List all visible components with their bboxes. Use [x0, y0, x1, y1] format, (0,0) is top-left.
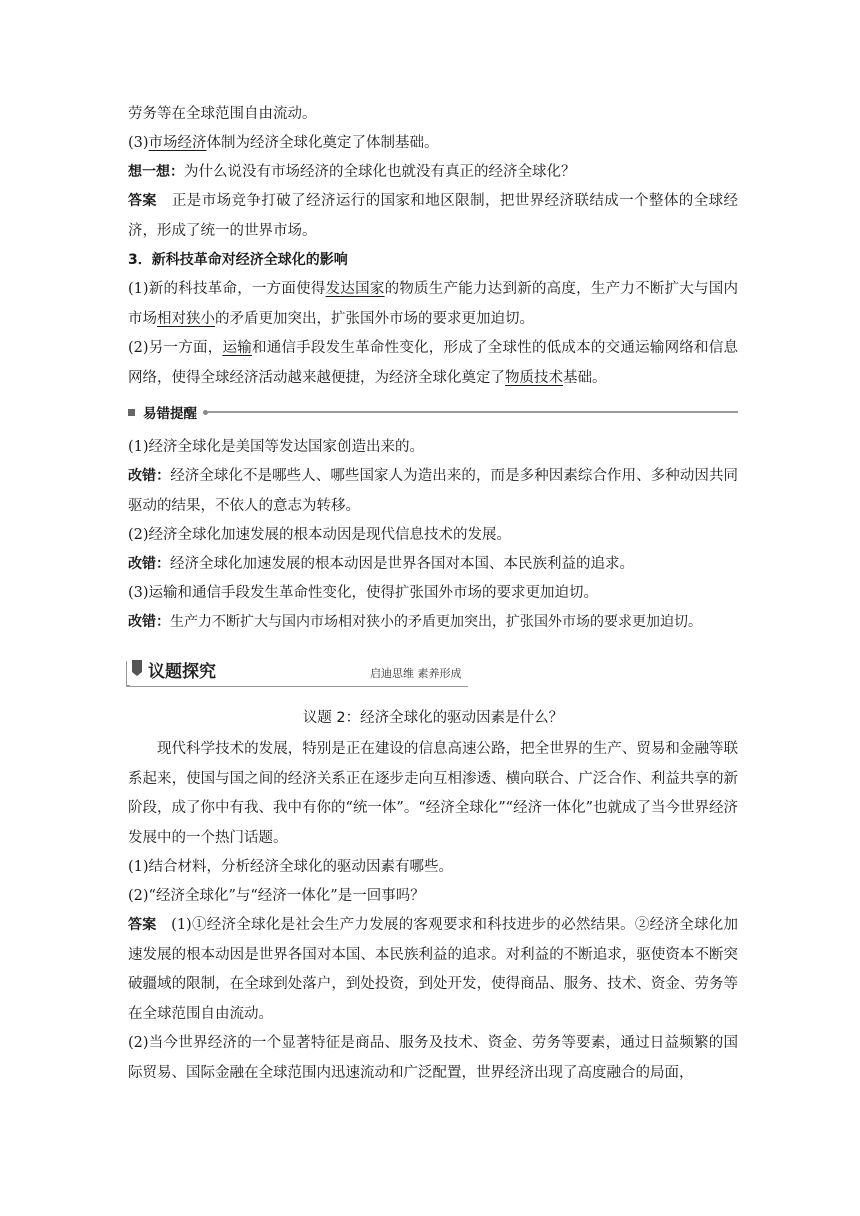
banner-rule — [126, 686, 468, 687]
question-2: (2)“经济全球化”与“经济一体化”是一回事吗？ — [128, 888, 425, 904]
error-2: (2)经济全球化加速发展的根本动因是现代信息技术的发展。 — [128, 527, 512, 543]
think-answer: 答案 正是市场竞争打破了经济运行的国家和地区限制，把世界经济联结成一个整体的全球经济，形成了统一的世界市场。 — [128, 193, 739, 239]
topic-heading: 议题 2：经济全球化的驱动因素是什么？ — [302, 710, 564, 726]
banner-subtitle: 启迪思维 素养形成 — [370, 667, 462, 680]
correction-1: 改错：经济全球化不是哪些人、哪些国家人为造出来的，而是多种因素综合作用、多种动因共同驱动的结果，不依人的意志为转移。 — [128, 468, 739, 514]
point-3-line: (3)市场经济体制为经济全球化奠定了体制基础。 — [128, 135, 439, 151]
question-1: (1)结合材料，分析经济全球化的驱动因素有哪些。 — [128, 859, 454, 875]
tech-point-2: (2)另一方面，运输和通信手段发生革命性变化，形成了全球性的低成本的交通运输网络和信息网络，使得全球经济活动越来越便捷，为经济全球化奠定了物质技术基础。 — [128, 340, 739, 386]
page-content — [128, 100, 738, 1088]
material-paragraph: 现代科学技术的发展，特别是正在建设的信息高速公路，把全世界的生产、贸易和金融等联系起来，使国与国之间的经济关系正在逐步走向互相渗透、横向联合、广泛合作、利益共享的新阶段，成了你中有我、我中有你的“统一体”。“经济全球化”“经济一体化”也就成了当今世界经济发展中的一个热门话题。 — [128, 741, 738, 846]
divider — [208, 411, 738, 413]
correction-2: 改错：经济全球化加速发展的根本动因是世界各国对本国、本民族利益的追求。 — [128, 556, 634, 572]
error-3: (3)运输和通信手段发生革命性变化，使得扩张国外市场的要求更加迫切。 — [128, 585, 599, 601]
banner-title: 议题探究 — [148, 662, 216, 682]
tech-point-1: (1)新的科技革命，一方面使得发达国家的物质生产能力达到新的高度，生产力不断扩大与国内市场相对狭小的矛盾更加突出，扩张国外市场的要求更加迫切。 — [128, 281, 739, 327]
think-label: 想一想： — [128, 164, 184, 180]
inquiry-banner — [126, 655, 468, 689]
answer-1: 答案 (1)①经济全球化是社会生产力发展的客观要求和科技进步的必然结果。②经济全球化加速发展的根本动因是世界各国对本国、本民族利益的追求。对利益的不断追求，驱使资本不断突破疆域的限制，在全球到处落户，到处投资，到处开发，使得商品、服务、技术、资金、劳务等在全球范围自由流动。 — [128, 917, 738, 1022]
think-question: 想一想：为什么说没有市场经济的全球化也就没有真正的经济全球化？ — [128, 164, 576, 180]
pitfall-label: 易错提醒 — [143, 406, 197, 422]
answer-label: 答案 — [128, 193, 157, 209]
banner-corner — [126, 661, 130, 686]
section-3-heading: 3．新科技革命对经济全球化的影响 — [128, 252, 348, 268]
square-bullet-icon — [128, 409, 135, 416]
pitfall-header — [128, 397, 738, 427]
continuation-line: 劳务等在全球范围自由流动。 — [128, 106, 317, 122]
answer-2: (2)当今世界经济的一个显著特征是商品、服务及技术、资金、劳务等要素，通过日益频繁的国际贸易、国际金融在全球范围内迅速流动和广泛配置，世界经济出现了高度融合的局面， — [128, 1035, 738, 1081]
bookmark-icon — [132, 660, 142, 676]
answer-label: 答案 — [128, 917, 157, 933]
correction-3: 改错：生产力不断扩大与国内市场相对狭小的矛盾更加突出，扩张国外市场的要求更加迫切。 — [128, 614, 702, 630]
error-1: (1)经济全球化是美国等发达国家创造出来的。 — [128, 439, 425, 455]
underlined-term: 市场经济 — [148, 135, 207, 151]
